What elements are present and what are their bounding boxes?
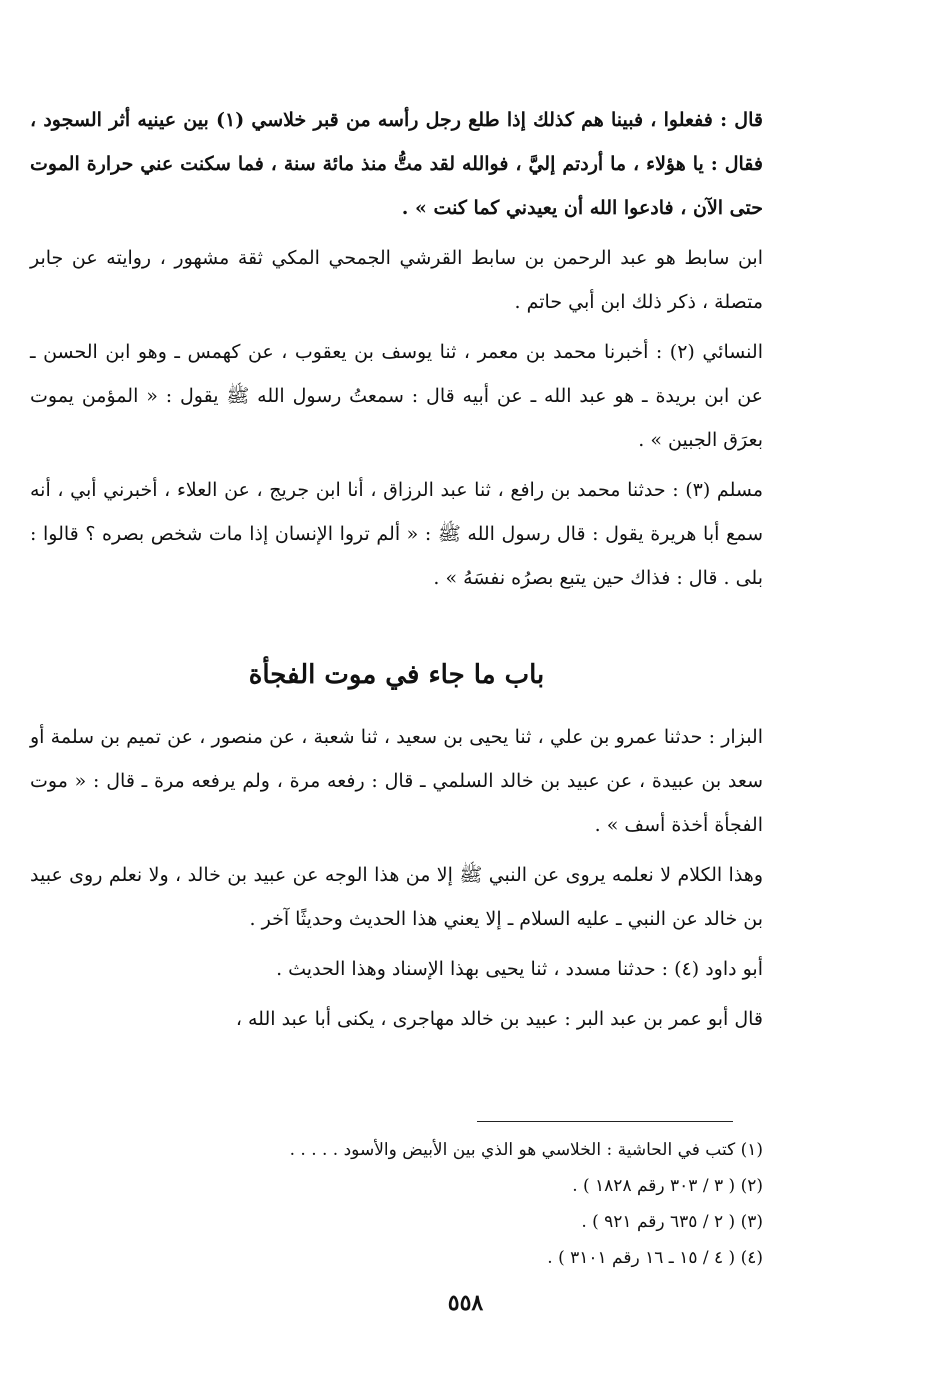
footnote-3: (٣) ( ٢ / ٦٣٥ رقم ٩٢١ ) . bbox=[581, 1212, 763, 1232]
footnotes bbox=[30, 1132, 763, 1276]
paragraph-5: البزار : حدثنا عمرو بن علي ، ثنا يحيى بن سعيد ، ثنا شعبة ، عن منصور ، عن تميم بن سلمة أو سعد بن عبيدة ، عن عبيد بن خالد السلمي ـ قال : رفعه مرة ، ولم يرفعه مرة ـ قال : « موت الفجأة أخذة أسف » . bbox=[30, 726, 763, 836]
paragraph-8: قال أبو عمر بن عبد البر : عبيد بن خالد مهاجرى ، يكنى أبا عبد الله ، bbox=[235, 1008, 763, 1030]
section-heading: باب ما جاء في موت الفجأة bbox=[248, 660, 545, 690]
footnote-4: (٤) ( ٤ / ١٥ ـ ١٦ رقم ٣١٠١ ) . bbox=[547, 1248, 763, 1268]
paragraph-2: ابن سابط هو عبد الرحمن بن سابط القرشي الجمحي المكي ثقة مشهور ، روايته عن جابر متصلة ، ذكر ذلك ابن أبي حاتم . bbox=[30, 247, 763, 313]
footnote-2: (٢) ( ٣ / ٣٠٣ رقم ١٨٢٨ ) . bbox=[572, 1176, 763, 1196]
paragraph-3: النسائي (٢) : أخبرنا محمد بن معمر ، ثنا يوسف بن يعقوب ، عن كهمس ـ وهو ابن الحسن ـ عن ابن بريدة ـ هو عبد الله ـ عن أبيه قال : سمعتُ رسول الله ﷺ يقول : « المؤمن يموت بعرَق الجبين » . bbox=[30, 341, 763, 451]
footnote-divider bbox=[477, 1121, 733, 1122]
text-section-1 bbox=[30, 98, 763, 600]
text-section-2 bbox=[30, 715, 763, 1041]
paragraph-7: أبو داود (٤) : حدثنا مسدد ، ثنا يحيى بهذا الإسناد وهذا الحديث . bbox=[276, 958, 763, 980]
paragraph-1: قال : ففعلوا ، فبينا هم كذلك إذا طلع رجل رأسه من قبر خلاسي (١) بين عينيه أثر السجود ، فقال : يا هؤلاء ، ما أردتم إليَّ ، فوالله لقد متُّ منذ مائة سنة ، فما سكنت عني حرارة الموت حتى الآن ، فادعوا الله أن يعيدني كما كنت » . bbox=[30, 109, 763, 219]
footnote-1: (١) كتب في الحاشية : الخلاسي هو الذي بين الأبيض والأسود . . . . . bbox=[289, 1140, 763, 1160]
paragraph-4: مسلم (٣) : حدثنا محمد بن رافع ، ثنا عبد الرزاق ، أنا ابن جريج ، عن العلاء ، أخبرني أبي ، أنه سمع أبا هريرة يقول : قال رسول الله ﷺ : « ألم تروا الإنسان إذا مات شخص بصره ؟ قالوا : بلى . قال : فذاك حين يتبع بصرُه نفسَهُ » . bbox=[30, 479, 763, 589]
page-number: ٥٥٨ bbox=[447, 1290, 484, 1316]
paragraph-6: وهذا الكلام لا نعلمه يروى عن النبي ﷺ إلا من هذا الوجه عن عبيد بن خالد ، ولا نعلم روى عبيد بن خالد عن النبي ـ عليه السلام ـ إلا يعني هذا الحديث وحديثًا آخر . bbox=[30, 864, 763, 930]
